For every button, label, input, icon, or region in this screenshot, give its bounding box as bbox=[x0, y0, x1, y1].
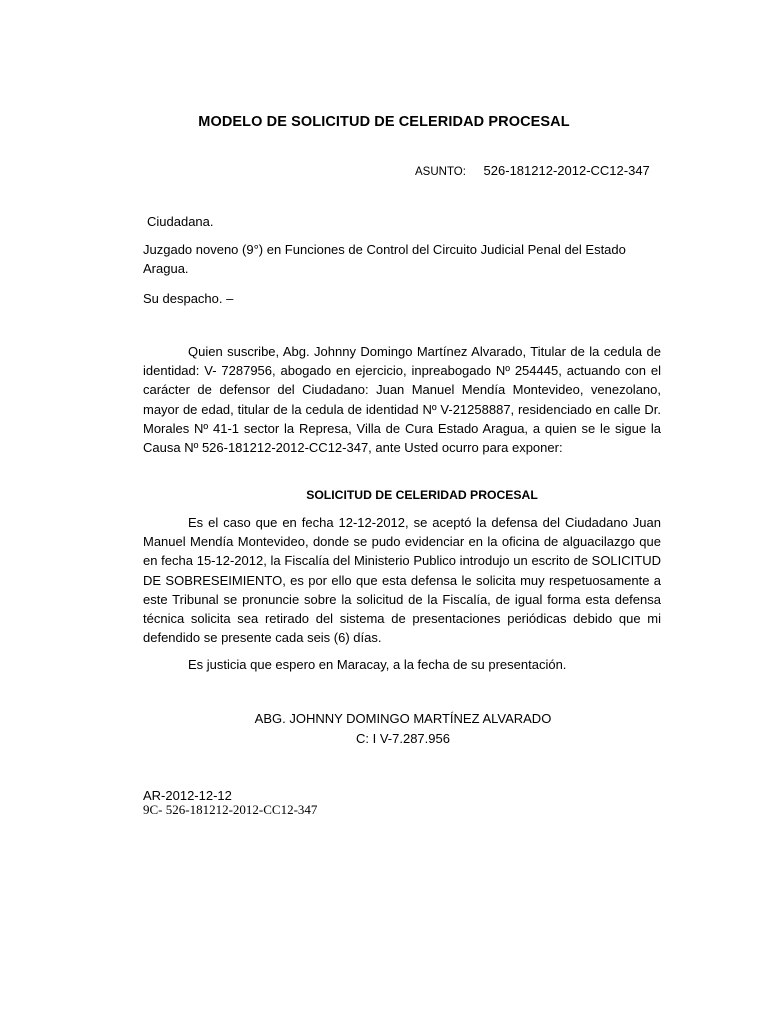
section-title: SOLICITUD DE CELERIDAD PROCESAL bbox=[306, 488, 538, 502]
signature-id: C: I V-7.287.956 bbox=[356, 731, 450, 746]
asunto-line bbox=[415, 163, 650, 178]
court-name: Juzgado noveno (9°) en Funciones de Control del Circuito Judicial Penal del Estado Aragua. bbox=[143, 242, 626, 277]
asunto-value: 526-181212-2012-CC12-347 bbox=[483, 163, 650, 178]
document-title: MODELO DE SOLICITUD DE CELERIDAD PROCESAL bbox=[198, 114, 570, 130]
salutation: Ciudadana. bbox=[147, 214, 214, 229]
signature-name: ABG. JOHNNY DOMINGO MARTÍNEZ ALVARADO bbox=[254, 711, 552, 726]
asunto-label: ASUNTO: bbox=[415, 166, 466, 178]
body-paragraph: Es el caso que en fecha 12-12-2012, se aceptó la defensa del Ciudadano Juan Manuel Mendía Montevideo, donde se pudo evidenciar en la oficina de alguacilazgo que en fecha 15-12-2012, la Fiscalía del Ministerio Publico introdujo un escrito de SOLICITUD DE SOBRESEIMIENTO, es por ello que esta defensa le solicita muy respetuosamente a este Tribunal se pronuncie sobre la solicitud de la Fiscalía, de igual forma esta defensa técnica solicita sea retirado del sistema de presentaciones periódicas debido que mi defendido se presente cada seis (6) días. bbox=[143, 515, 661, 646]
closing-line: Es justicia que espero en Maracay, a la fecha de su presentación. bbox=[188, 657, 567, 672]
footer-ref-date: AR-2012-12-12 bbox=[143, 788, 232, 803]
despacho-line: Su despacho. – bbox=[143, 291, 234, 306]
footer-ref-case: 9C- 526-181212-2012-CC12-347 bbox=[143, 802, 318, 817]
intro-paragraph: Quien suscribe, Abg. Johnny Domingo Martínez Alvarado, Titular de la cedula de identidad: V- 7287956, abogado en ejercicio, inpreabogado Nº 254445, actuando con el carácter de defensor del Ciudadano: Juan Manuel Mendía Montevideo, venezolano, mayor de edad, titular de la cedula de identidad Nº V-21258887, residenciado en calle Dr. Morales Nº 41-1 sector la Represa, Villa de Cura Estado Aragua, a quien se le sigue la Causa Nº 526-181212-2012-CC12-347, ante Usted ocurro para exponer: bbox=[143, 344, 661, 456]
